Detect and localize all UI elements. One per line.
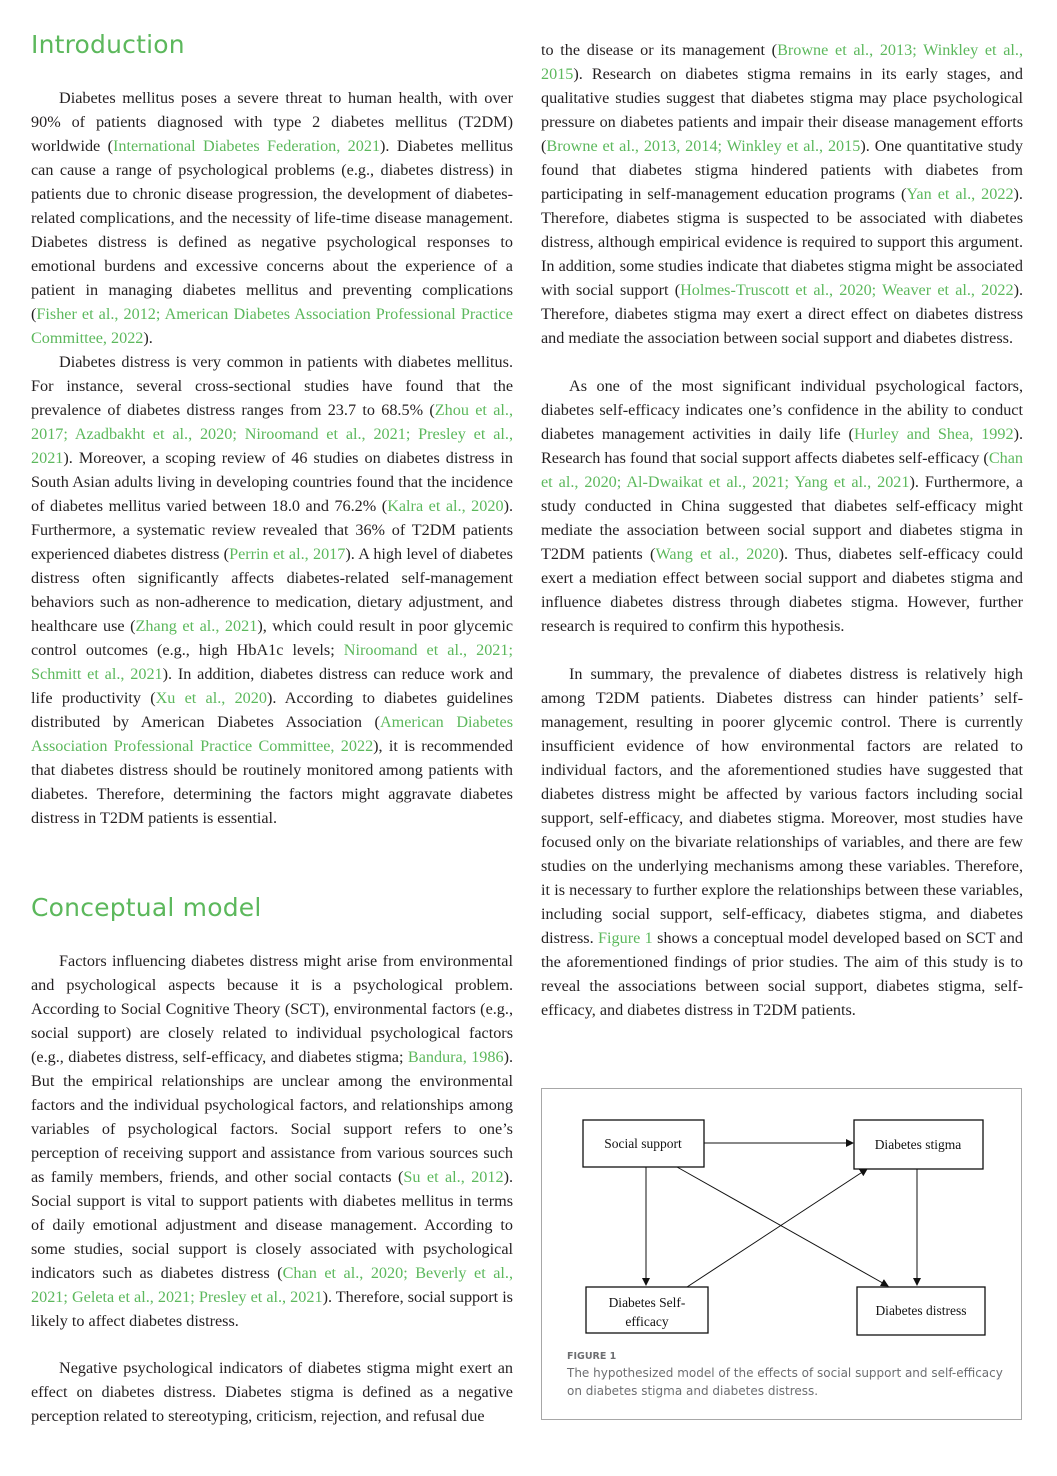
citation-link[interactable]: Figure 1 xyxy=(598,929,653,947)
citation-link[interactable]: Fisher et al., 2012; American Diabetes Association Professional Practice Committee, 2022 xyxy=(31,305,513,347)
citation-link[interactable]: Browne et al., 2013, 2014; Winkley et al., 2015 xyxy=(546,137,861,155)
citation-link[interactable]: American Diabetes Association Professional Practice Committee, 2022 xyxy=(31,713,513,755)
citation-link[interactable]: Niroomand et al., 2021; Schmitt et al., 2021 xyxy=(31,641,513,683)
citation-link[interactable]: Kalra et al., 2020 xyxy=(387,497,504,515)
citation-link[interactable]: Yan et al., 2022 xyxy=(906,185,1014,203)
node-label-self-efficacy-2: efficacy xyxy=(625,1314,669,1329)
node-label-diabetes-stigma: Diabetes stigma xyxy=(874,1137,962,1152)
citation-link[interactable]: Browne et al., 2013; Winkley et al., 2015 xyxy=(541,41,1024,83)
edge-support-to-distress xyxy=(677,1167,888,1286)
introduction-heading: Introduction xyxy=(31,30,185,59)
citation-link[interactable]: Chan et al., 2020; Beverly et al., 2021; Geleta et al., 2021; Presley et al., 2021 xyxy=(31,1264,513,1306)
figure-label: FIGURE 1 xyxy=(567,1351,617,1362)
figure-1 xyxy=(541,1088,1022,1420)
citation-link[interactable]: Holmes-Truscott et al., 2020; Weaver et al., 2022 xyxy=(680,281,1014,299)
intro-paragraph-2: Diabetes distress is very common in patients with diabetes mellitus. For instance, several cross-sectional studies have found that the prevalence of diabetes distress ranges from 23.7 to 68.5% (Zhou et al., 2017; Azadbakht et al., 2020; Niroomand et al., 2021; Presley et al., 2021). Moreover, a scoping review of 46 studies on diabetes distress in South Asian adults living in developing countries found that the incidence of diabetes mellitus varied between 18.0 and 76.2% (Kalra et al., 2020). Furthermore, a systematic review revealed that 36% of T2DM patients experienced diabetes distress (Perrin et al., 2017). A high level of diabetes distress often significantly affects diabetes-related self-management behaviors such as non-adherence to medication, dietary adjustment, and healthcare use (Zhang et al., 2021), which could result in poor glycemic control outcomes (e.g., high HbA1c levels; Niroomand et al., 2021; Schmitt et al., 2021). In addition, diabetes distress can reduce work and life productivity (Xu et al., 2020). According to diabetes guidelines distributed by American Diabetes Association (American Diabetes Association Professional Practice Committee, 2022), it is recommended that diabetes distress should be routinely monitored among patients with diabetes. Therefore, determining the factors might aggravate diabetes distress in T2DM patients is essential. xyxy=(31,353,514,827)
citation-link[interactable]: Xu et al., 2020 xyxy=(155,689,267,707)
citation-link[interactable]: Perrin et al., 2017 xyxy=(229,545,346,563)
citation-link[interactable]: Hurley and Shea, 1992 xyxy=(853,425,1014,443)
edge-efficacy-to-stigma xyxy=(687,1169,867,1287)
citation-link[interactable]: Bandura, 1986 xyxy=(407,1048,504,1066)
model-paragraph-1: Factors influencing diabetes distress might arise from environmental and psychological aspects because it is a psychological problem. According to Social Cognitive Theory (SCT), environmental factors (e.g., social support) are closely related to individual psychological factors (e.g., diabetes distress, self-efficacy, and diabetes stigma; Bandura, 1986). But the empirical relationships are unclear among the environmental factors and the individual psychological factors, and relationships among variables of psychological factors. Social support refers to one’s perception of receiving support and assistance from various sources such as family members, friends, and other social contacts (Su et al., 2012). Social support is vital to support patients with diabetes mellitus in terms of daily emotional adjustment and disease management. According to some studies, social support is closely associated with psychological indicators such as diabetes distress (Chan et al., 2020; Beverly et al., 2021; Geleta et al., 2021; Presley et al., 2021). Therefore, social support is likely to affect diabetes distress. xyxy=(31,952,514,1330)
citation-link[interactable]: Chan et al., 2020; Al-Dwaikat et al., 2021; Yang et al., 2021 xyxy=(541,449,1023,491)
model-paragraph-2: Negative psychological indicators of diabetes stigma might exert an effect on diabetes distress. Diabetes stigma is defined as a negative perception related to stereotyping, criticism, rejection, and refusal due xyxy=(31,1359,513,1425)
citation-link[interactable]: Wang et al., 2020 xyxy=(655,545,779,563)
citation-link[interactable]: Su et al., 2012 xyxy=(403,1168,504,1186)
intro-paragraph-1: Diabetes mellitus poses a severe threat to human health, with over 90% of patients diagnosed with type 2 diabetes mellitus (T2DM) worldwide (International Diabetes Federation, 2021). Diabetes mellitus can cause a range of psychological problems (e.g., diabetes distress) in patients due to chronic disease progression, the development of diabetes-related complications, and the necessity of life-time disease management. Diabetes distress is defined as negative psychological responses to emotional burdens and excessive concerns about the experience of a patient in managing diabetes mellitus and preventing complications (Fisher et al., 2012; American Diabetes Association Professional Practice Committee, 2022). xyxy=(31,89,513,347)
node-label-social-support: Social support xyxy=(604,1136,682,1151)
citation-link[interactable]: Zhang et al., 2021 xyxy=(135,617,258,635)
right-paragraph-1: to the disease or its management (Browne et al., 2013; Winkley et al., 2015). Research on diabetes stigma remains in its early stages, and qualitative studies suggest that diabetes stigma may place psychological pressure on diabetes patients and impair their disease management efforts (Browne et al., 2013, 2014; Winkley et al., 2015). One quantitative study found that diabetes stigma hindered patients with diabetes from participating in self-management education programs (Yan et al., 2022). Therefore, diabetes stigma is suspected to be associated with diabetes distress, although empirical evidence is required to support this argument. In addition, some studies indicate that diabetes stigma might be associated with social support (Holmes-Truscott et al., 2020; Weaver et al., 2022). Therefore, diabetes stigma may exert a direct effect on diabetes distress and mediate the association between social support and diabetes distress. xyxy=(541,41,1024,347)
citation-link[interactable]: Zhou et al., 2017; Azadbakht et al., 2020; Niroomand et al., 2021; Presley et al., 2021 xyxy=(31,401,513,467)
node-label-diabetes-distress: Diabetes distress xyxy=(875,1303,967,1318)
node-label-self-efficacy-1: Diabetes Self- xyxy=(608,1295,686,1310)
right-paragraph-2: As one of the most significant individual psychological factors, diabetes self-efficacy indicates one’s confidence in the ability to conduct diabetes management activities in daily life (Hurley and Shea, 1992). Research has found that social support affects diabetes self-efficacy (Chan et al., 2020; Al-Dwaikat et al., 2021; Yang et al., 2021). Furthermore, a study conducted in China suggested that diabetes self-efficacy might mediate the association between social support and diabetes stigma in T2DM patients (Wang et al., 2020). Thus, diabetes self-efficacy could exert a mediation effect between social support and diabetes stigma and influence diabetes distress through diabetes stigma. However, further research is required to confirm this hypothesis. xyxy=(541,377,1024,635)
right-paragraph-3: In summary, the prevalence of diabetes distress is relatively high among T2DM patients. Diabetes distress can hinder patients’ self-management, resulting in poorer glycemic control. There is currently insufficient evidence of how environmental factors are related to individual factors, and the aforementioned studies have suggested that diabetes distress might be affected by various factors including social support, self-efficacy, and diabetes stigma. Moreover, most studies have focused only on the bivariate relationships of variables, and there are few studies on the underlying mechanisms among these variables. Therefore, it is necessary to further explore the relationships between these variables, including social support, self-efficacy, diabetes stigma, and diabetes distress. Figure 1 shows a conceptual model developed based on SCT and the aforementioned findings of prior studies. The aim of this study is to reveal the associations between social support, diabetes stigma, self-efficacy, and diabetes distress in T2DM patients. xyxy=(541,665,1023,1019)
figure-caption: The hypothesized model of the effects of social support and self-efficacy on diabetes stigma and diabetes distress. xyxy=(567,1366,1003,1398)
conceptual-model-heading: Conceptual model xyxy=(31,893,262,922)
citation-link[interactable]: International Diabetes Federation, 2021 xyxy=(112,137,381,155)
